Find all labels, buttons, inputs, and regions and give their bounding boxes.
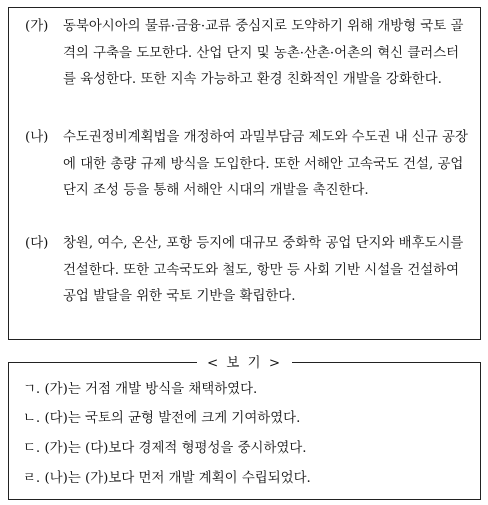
- passage-text: 창원, 여수, 온산, 포항 등지에 대규모 중화학 공업 단지와 배후도시를 건설한다. 또한 고속국도와 철도, 항만 등 사회 기반 시설을 건설하여 공업 발달을 위한 국토 기반을 확립한다.: [63, 236, 464, 304]
- passage-na: [25, 125, 470, 205]
- passage-da: [25, 231, 470, 311]
- bogi-title-text: < 보 기 >: [197, 356, 292, 371]
- passage-ga: [25, 14, 470, 94]
- bogi-choice: ㄷ. (가)는 (다)보다 경제적 형평성을 중시하였다.: [23, 441, 307, 456]
- passage-label: (다): [25, 236, 49, 251]
- bogi-choice: ㄴ. (다)는 국토의 균형 발전에 크게 기여하였다.: [23, 411, 301, 426]
- bogi-choice: ㄹ. (나)는 (가)보다 먼저 개발 계획이 수립되었다.: [23, 471, 311, 486]
- passage-text: 수도권정비계획법을 개정하여 과밀부담금 제도와 수도권 내 신규 공장에 대한 총량 규제 방식을 도입한다. 또한 서해안 고속국도 건설, 공업 단지 조성 등을 통해 서해안 시대의 개발을 촉진한다.: [63, 130, 468, 198]
- passage-label: (나): [25, 130, 49, 145]
- bogi-box: [8, 356, 481, 500]
- passage-text: 동북아시아의 물류·금융·교류 중심지로 도약하기 위해 개방형 국토 골격의 구축을 도모한다. 산업 단지 및 농촌·산촌·어촌의 혁신 클러스터를 육성한다. 또한 지속 가능하고 환경 친화적인 개발을 강화한다.: [63, 19, 464, 87]
- passage-label: (가): [25, 19, 49, 34]
- bogi-title: [9, 352, 480, 371]
- bogi-choice: ㄱ. (가)는 거점 개발 방식을 채택하였다.: [23, 382, 258, 397]
- passage-box: [8, 7, 481, 340]
